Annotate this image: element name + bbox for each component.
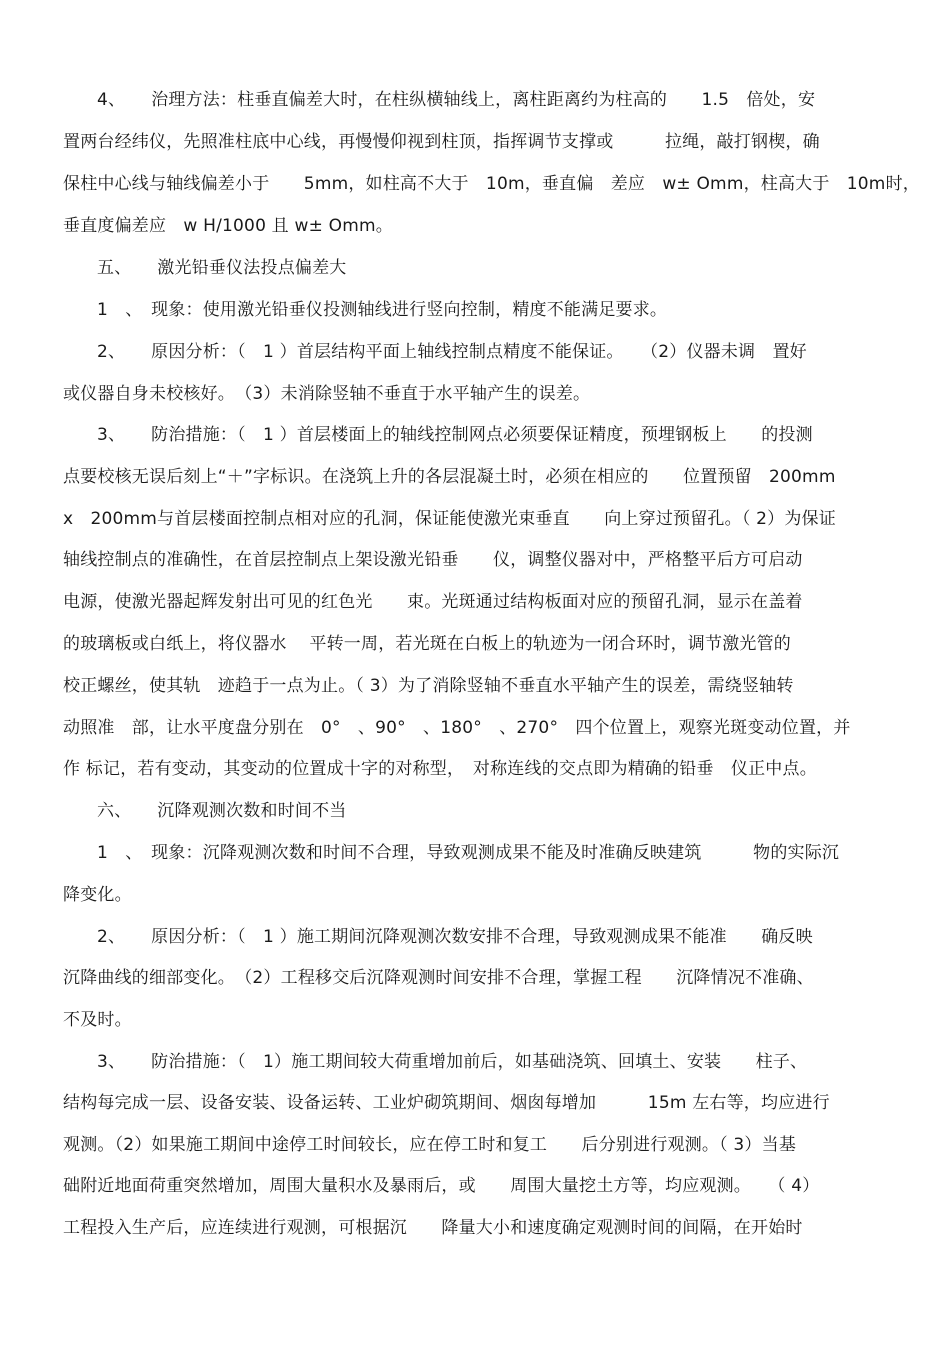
text-line: 不及时。 — [63, 1010, 132, 1030]
section-heading: 六、 沉降观测次数和时间不当 — [97, 801, 347, 821]
text-line: 垂直度偏差应 w H/1000 且 w± Omm。 — [63, 216, 393, 236]
text-line: 点要校核无误后刻上“＋”字标识。在浇筑上升的各层混凝土时，必须在相应的 位置预留 200mm — [63, 467, 836, 487]
text-line: 或仪器自身未校核好。 （3）未消除竖轴不垂直于水平轴产生的误差。 — [63, 384, 591, 404]
text-line: 校正螺丝，使其轨 迹趋于一点为止。（ 3）为了消除竖轴不垂直水平轴产生的误差，需绕竖轴转 — [63, 676, 794, 696]
text-line: 2、 原因分析：（ 1 ）施工期间沉降观测次数安排不合理，导致观测成果不能准 确反映 — [97, 927, 813, 947]
text-line: 结构每完成一层、设备安装、设备运转、工业炉砌筑期间、烟囱每增加 15m 左右等，均应进行 — [63, 1093, 830, 1113]
text-line: 电源，使激光器起辉发射出可见的红色光 束。光斑通过结构板面对应的预留孔洞，显示在盖着 — [63, 592, 803, 612]
text-line: 1 、 现象：沉降观测次数和时间不合理，导致观测成果不能及时准确反映建筑 物的实际沉 — [97, 843, 840, 863]
text-line: 沉降曲线的细部变化。 （2）工程移交后沉降观测时间安排不合理，掌握工程 沉降情况不准确、 — [63, 968, 814, 988]
text-line: x 200mm与首层楼面控制点相对应的孔洞，保证能使激光束垂直 向上穿过预留孔。（ 2）为保证 — [63, 509, 836, 529]
text-line: 作 标记，若有变动，其变动的位置成十字的对称型， 对称连线的交点即为精确的铅垂 仪正中点。 — [63, 759, 817, 779]
section-heading: 五、 激光铅垂仪法投点偏差大 — [97, 258, 347, 278]
text-line: 观测。（2）如果施工期间中途停工时间较长，应在停工时和复工 后分别进行观测。（ 3）当基 — [63, 1135, 797, 1155]
text-line: 置两台经纬仪，先照准柱底中心线，再慢慢仰视到柱顶，指挥调节支撑或 拉绳，敲打钢楔，确 — [63, 132, 820, 152]
text-line: 1 、 现象：使用激光铅垂仪投测轴线进行竖向控制，精度不能满足要求。 — [97, 300, 668, 320]
text-line: 的玻璃板或白纸上，将仪器水 平转一周，若光斑在白板上的轨迹为一闭合环时，调节激光管的 — [63, 634, 792, 654]
text-line: 轴线控制点的准确性，在首层控制点上架设激光铅垂 仪，调整仪器对中，严格整平后方可启动 — [63, 550, 803, 570]
text-line: 工程投入生产后，应连续进行观测，可根据沉 降量大小和速度确定观测时间的间隔，在开始时 — [63, 1218, 803, 1238]
text-line: 3、 防治措施：（ 1 ）首层楼面上的轴线控制网点必须要保证精度，预埋钢板上 的投测 — [97, 425, 813, 445]
text-line: 础附近地面荷重突然增加，周围大量积水及暴雨后，或 周围大量挖土方等，均应观测。 （ 4） — [63, 1176, 820, 1196]
text-line: 2、 原因分析：（ 1 ）首层结构平面上轴线控制点精度不能保证。 （2）仪器未调 置好 — [97, 342, 807, 362]
text-line: 降变化。 — [63, 885, 132, 905]
text-line: 保柱中心线与轴线偏差小于 5mm，如柱高不大于 10m，垂直偏 差应 w± Omm，柱高大于 10m时， — [63, 174, 920, 194]
text-line: 4、 治理方法：柱垂直偏差大时，在柱纵横轴线上，离柱距离约为柱高的 1.5 倍处，安 — [97, 90, 816, 110]
text-line: 3、 防治措施：（ 1）施工期间较大荷重增加前后，如基础浇筑、回填土、安装 柱子、 — [97, 1052, 808, 1072]
text-line: 动照准 部，让水平度盘分别在 0° 、90° 、180° 、270° 四个位置上，观察光斑变动位置，并 — [63, 718, 851, 738]
